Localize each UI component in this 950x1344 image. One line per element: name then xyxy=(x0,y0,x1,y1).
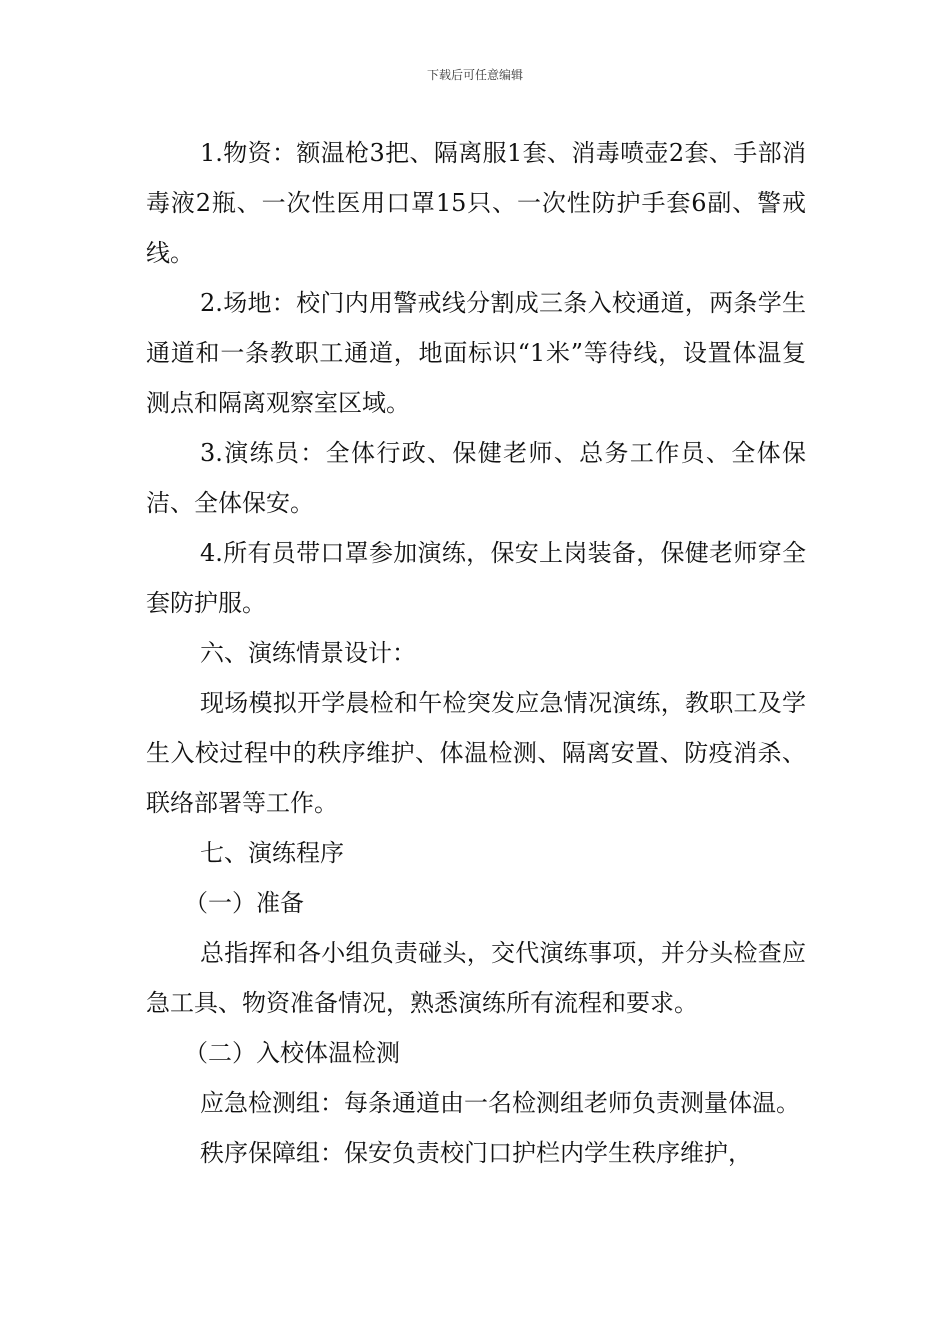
paragraph-detection-group: 应急检测组：每条通道由一名检测组老师负责测量体温。 xyxy=(200,1089,800,1117)
subheading-preparation: （一）准备 xyxy=(184,889,304,917)
paragraph-venue: 2.场地：校门内用警戒线分割成三条入校通道，两条学生通道和一条教职工通道，地面标识“1米”等待线，设置体温复测点和隔离观察室区域。 xyxy=(146,289,806,417)
paragraph-scenario: 现场模拟开学晨检和午检突发应急情况演练，教职工及学生入校过程中的秩序维护、体温检测、隔离安置、防疫消杀、联络部署等工作。 xyxy=(146,689,806,817)
document-body xyxy=(146,128,806,1178)
section-heading-procedure: 七、演练程序 xyxy=(200,839,344,867)
subheading-temperature-check: （二）入校体温检测 xyxy=(184,1039,400,1067)
paragraph-order-group: 秩序保障组：保安负责校门口护栏内学生秩序维护， xyxy=(200,1139,752,1167)
section-heading-scenario: 六、演练情景设计： xyxy=(200,639,416,667)
paragraph-participants: 3.演练员：全体行政、保健老师、总务工作员、全体保洁、全体保安。 xyxy=(146,439,806,517)
paragraph-equipment: 4.所有员带口罩参加演练，保安上岗装备，保健老师穿全套防护服。 xyxy=(146,539,806,617)
paragraph-materials: 1.物资：额温枪3把、隔离服1套、消毒喷壶2套、手部消毒液2瓶、一次性医用口罩15只、一次性防护手套6副、警戒线。 xyxy=(146,139,806,267)
page-header: 下载后可任意编辑 xyxy=(426,68,523,82)
paragraph-preparation: 总指挥和各小组负责碰头，交代演练事项，并分头检查应急工具、物资准备情况，熟悉演练所有流程和要求。 xyxy=(146,939,806,1017)
